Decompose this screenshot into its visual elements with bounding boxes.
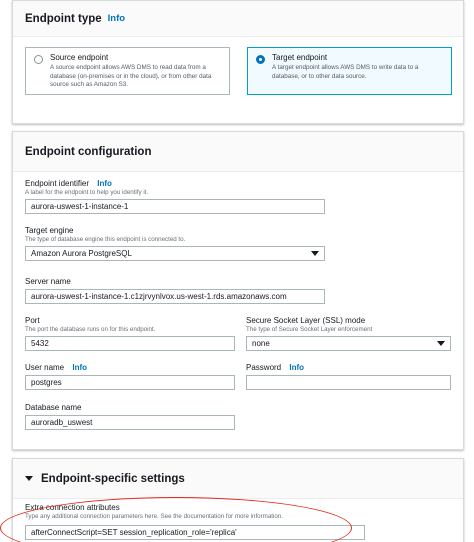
target-engine-field (25, 226, 325, 261)
extra-connection-attributes-field (25, 503, 365, 540)
port-label: Port (25, 316, 40, 325)
server-name-field (25, 277, 325, 304)
target-endpoint-radio[interactable] (256, 55, 265, 64)
database-name-field (25, 403, 235, 430)
source-endpoint-label: Source endpoint (50, 53, 109, 62)
password-field (246, 363, 451, 390)
target-endpoint-description: A target endpoint allows AWS DMS to write data to a database, or to other data source. (272, 64, 419, 80)
target-endpoint-label: Target endpoint (272, 53, 328, 62)
target-endpoint-option[interactable] (247, 47, 452, 95)
endpoint-configuration-header (13, 132, 463, 172)
ssl-mode-select[interactable] (246, 336, 451, 351)
source-endpoint-radio[interactable] (34, 55, 43, 64)
password-input[interactable] (246, 375, 451, 390)
info-link[interactable]: Info (289, 363, 305, 372)
port-input[interactable]: 5432 (25, 336, 235, 351)
target-engine-hint: The type of database engine this endpoint is connected to. (25, 236, 186, 243)
panel-title: Endpoint type (25, 12, 102, 25)
endpoint-identifier-label: Endpoint identifier (25, 179, 90, 188)
chevron-down-icon (311, 251, 319, 256)
target-engine-label: Target engine (25, 226, 74, 235)
extra-connection-attributes-label: Extra connection attributes (25, 503, 120, 512)
endpoint-configuration-panel (12, 131, 464, 450)
endpoint-identifier-input[interactable]: aurora-uswest-1-instance-1 (25, 199, 325, 214)
info-link[interactable]: Info (97, 179, 112, 188)
user-name-label: User name (25, 363, 65, 372)
user-name-label-row (25, 363, 235, 372)
database-name-label: Database name (25, 403, 82, 412)
target-engine-value: Amazon Aurora PostgreSQL (31, 249, 132, 258)
ssl-mode-hint: The type of Secure Socket Layer enforcement (246, 326, 373, 333)
endpoint-specific-settings-panel (12, 458, 464, 542)
source-endpoint-option[interactable] (25, 47, 230, 95)
endpoint-identifier-label-row (25, 179, 325, 188)
ssl-mode-field (246, 316, 451, 351)
server-name-label: Server name (25, 277, 71, 286)
info-link[interactable]: Info (107, 13, 126, 24)
endpoint-specific-settings-header[interactable] (13, 459, 463, 499)
password-label: Password (246, 363, 282, 372)
endpoint-type-header (13, 1, 463, 37)
extra-connection-attributes-input[interactable]: afterConnectScript=SET session_replication_role='replica' (25, 525, 365, 540)
server-name-input[interactable]: aurora-uswest-1-instance-1.c1zjrvynlvox.us-west-1.rds.amazonaws.com (25, 289, 325, 304)
panel-title: Endpoint configuration (25, 145, 152, 158)
endpoint-identifier-hint: A label for the endpoint to help you identify it. (25, 189, 149, 196)
database-name-input[interactable]: auroradb_uswest (25, 415, 235, 430)
ssl-mode-value: none (252, 339, 270, 348)
target-engine-select[interactable] (25, 246, 325, 261)
user-name-field (25, 363, 235, 390)
port-field (25, 316, 235, 351)
info-link[interactable]: Info (72, 363, 88, 372)
endpoint-type-panel (12, 0, 464, 124)
caret-down-icon[interactable] (25, 476, 33, 481)
chevron-down-icon (437, 341, 445, 346)
source-endpoint-description: A source endpoint allows AWS DMS to read data from a database (on-premises or in the cloud), or from other data source such as Amazon S3. (50, 64, 212, 88)
ssl-mode-label: Secure Socket Layer (SSL) mode (246, 316, 366, 325)
port-hint: The port the database runs on for this endpoint. (25, 326, 156, 333)
extra-connection-attributes-hint: Type any additional connection parameters here. See the documentation for more information. (25, 513, 283, 520)
endpoint-identifier-field (25, 179, 325, 214)
user-name-input[interactable]: postgres (25, 375, 235, 390)
panel-title: Endpoint-specific settings (41, 472, 185, 485)
password-label-row (246, 363, 451, 372)
